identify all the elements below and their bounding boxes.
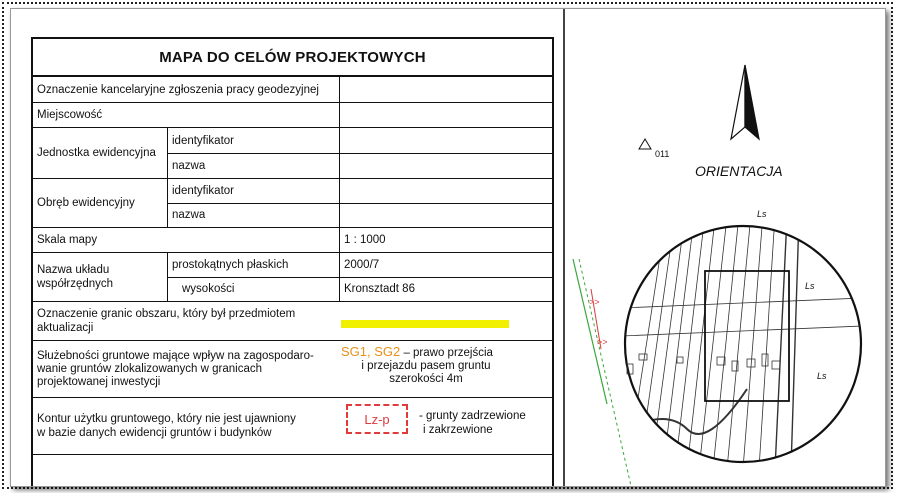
value-miejscowosc — [339, 103, 552, 127]
value-oznaczenie — [339, 77, 552, 102]
label-sluz-line1: Służebności gruntowe mające wpływ na zagospodaro- — [37, 349, 314, 362]
row-sluzebnosci — [33, 341, 552, 398]
row-miejscowosc — [33, 103, 552, 128]
row-skala — [33, 228, 552, 253]
sluz-desc1: – prawo przejścia — [400, 347, 493, 359]
value-wysokosci: Kronsztadt 86 — [339, 277, 552, 301]
station-triangle-icon — [639, 139, 651, 149]
label-granice — [33, 302, 339, 340]
lzp-symbol: Lz-p — [346, 404, 408, 434]
label-jednostka: Jednostka ewidencyjna — [37, 147, 156, 159]
ls-label: Ls — [817, 371, 827, 381]
kontur-desc1: - grunty zadrzewione — [419, 410, 526, 422]
subrow-obreb-nazwa — [167, 203, 552, 227]
form-table — [31, 37, 554, 487]
highlight-boundary-marker — [341, 320, 509, 328]
value-obreb-nazwa — [339, 203, 552, 227]
subrow-obreb-id — [167, 179, 552, 204]
label-sluz-line3: projektowanej inwestycji — [37, 375, 161, 388]
label-oznaczenie: Oznaczenie kancelaryjne zgłoszenia pracy geodezyjnej — [37, 83, 319, 96]
label-skala: Skala mapy — [37, 234, 98, 246]
sluz-codes: SG1, SG2 — [341, 344, 401, 359]
sluz-desc2: i przejazdu pasem gruntu — [361, 360, 491, 372]
label-jednostka-nazwa: nazwa — [167, 153, 339, 178]
label-prostokatnych: prostokątnych płaskich — [167, 253, 339, 277]
document-sheet — [10, 8, 886, 487]
label-wysokosci: wysokości — [167, 277, 339, 301]
label-sluzebnosci — [33, 341, 339, 397]
page-divider — [563, 9, 565, 486]
label-granice-line1: Oznaczenie granic obszaru, który był przedmiotem — [37, 308, 296, 320]
value-prostokatnych: 2000/7 — [339, 253, 552, 277]
kontur-desc2: i zakrzewione — [423, 424, 493, 436]
label-uklad — [33, 253, 167, 301]
value-kontur — [419, 409, 526, 437]
map-circle — [625, 226, 861, 462]
label-obreb-nazwa: nazwa — [167, 203, 339, 227]
value-skala: 1 : 1000 — [339, 228, 552, 252]
ls-label: Ls — [805, 281, 815, 291]
sluz-desc3: szerokości 4m — [389, 373, 463, 385]
value-obreb-id — [339, 179, 552, 203]
label-miejscowosc: Miejscowość — [37, 109, 103, 121]
north-arrow-icon — [731, 65, 745, 139]
row-kontur — [33, 398, 552, 455]
label-uklad-line2: współrzędnych — [37, 278, 114, 290]
label-kontur-line2: w bazie danych ewidencji gruntów i budynków — [37, 427, 272, 439]
row-uklad — [33, 253, 552, 302]
subrow-wysokosci — [167, 277, 552, 301]
value-jednostka-nazwa — [339, 153, 552, 178]
subrow-jednostka-nazwa — [167, 153, 552, 178]
value-jednostka-id — [339, 128, 552, 153]
label-kontur — [33, 398, 339, 454]
orientation-label: ORIENTACJA — [695, 163, 783, 179]
orientation-map — [567, 9, 885, 486]
map-focus-rect — [705, 271, 789, 401]
map-drawing — [567, 9, 885, 486]
row-oznaczenie — [33, 77, 552, 103]
value-sluzebnosci — [341, 345, 511, 386]
label-jednostka-id: identyfikator — [167, 128, 339, 153]
label-uklad-line1: Nazwa układu — [37, 264, 110, 276]
form-title: MAPA DO CELÓW PROJEKTOWYCH — [33, 39, 552, 77]
row-obreb — [33, 179, 552, 228]
svg-text:>>: >> — [589, 297, 600, 307]
label-kontur-line1: Kontur użytku gruntowego, który nie jest ujawniony — [37, 413, 296, 425]
label-granice-line2: aktualizacji — [37, 322, 94, 334]
subrow-jednostka-id — [167, 128, 552, 154]
subrow-prostokatnych — [167, 253, 552, 278]
label-sluz-line2: wanie gruntów zlokalizowanych w granicach — [37, 362, 263, 375]
label-obreb-id: identyfikator — [167, 179, 339, 203]
ls-label: Ls — [757, 209, 767, 219]
row-granice — [33, 302, 552, 341]
station-label: 011 — [655, 149, 670, 159]
label-obreb: Obręb ewidencyjny — [37, 197, 135, 209]
row-jednostka — [33, 128, 552, 179]
svg-text:>>: >> — [597, 337, 608, 347]
